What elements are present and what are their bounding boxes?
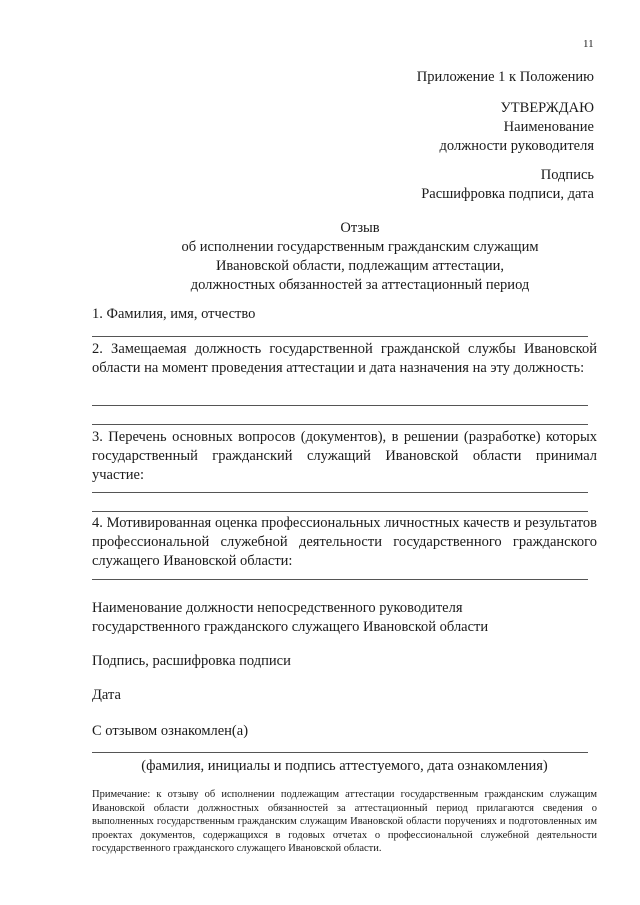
item-2-line-2: [92, 424, 588, 425]
approval-signature-block: [421, 166, 594, 204]
date-label: Дата: [92, 687, 121, 703]
item-1-line: [92, 336, 588, 337]
item-2-line-1: [92, 405, 588, 406]
footnote: Примечание: к отзыву об исполнении подлежащим аттестации государственным гражданским служащим Ивановской области должностных обязанностей за аттестационный период прилагаются сведения о выполненных государственным гражданским служащим Ивановской области поручениях и подготовленных им проектах документов, содержащихся в годовых отчетах о профессиональной служебной деятельности государственного гражданского служащего Ивановской области.: [92, 789, 597, 855]
item-1-label: 1. Фамилия, имя, отчество: [92, 306, 256, 322]
appendix-reference: Приложение 1 к Положению: [416, 69, 594, 85]
acquainted-line: [92, 752, 588, 753]
acquainted-caption: (фамилия, инициалы и подпись аттестуемого, дата ознакомления): [141, 758, 548, 774]
item-4-label: 4. Мотивированная оценка профессиональных личностных качеств и результатов профессиональной служебной деятельности государственного гражданского служащего Ивановской области:: [92, 515, 597, 569]
approval-title-line1: Наименование: [503, 119, 594, 135]
approval-decode: Расшифровка подписи, дата: [421, 186, 594, 202]
manager-title-block: [92, 599, 597, 637]
heading-line4: должностных обязанностей за аттестационный период: [190, 277, 530, 293]
manager-line2: государственного гражданского служащего Ивановской области: [92, 619, 489, 635]
item-3-line-1: [92, 492, 588, 493]
item-2-label: 2. Замещаемая должность государственной гражданской службы Ивановской области на момент проведения аттестации и дата назначения на эту должность:: [92, 341, 597, 376]
document-heading: [60, 219, 640, 295]
heading-line3: Ивановской области, подлежащим аттестации,: [215, 258, 505, 274]
manager-line1: Наименование должности непосредственного руководителя: [92, 600, 463, 616]
item-4-line: [92, 579, 588, 580]
approval-approve: УТВЕРЖДАЮ: [500, 100, 594, 116]
acquainted-label: С отзывом ознакомлен(а): [92, 723, 249, 739]
signature-decode: Подпись, расшифровка подписи: [92, 653, 291, 669]
approval-title-line2: должности руководителя: [439, 138, 594, 154]
approval-signature: Подпись: [540, 167, 594, 183]
heading-line1: Отзыв: [340, 220, 380, 236]
approval-block: [440, 99, 594, 156]
page-number: 11: [583, 38, 594, 50]
item-3-label: 3. Перечень основных вопросов (документов), в решении (разработке) которых государственный гражданский служащий Ивановской области принимал участие:: [92, 429, 597, 483]
item-3-line-2: [92, 511, 588, 512]
heading-line2: об исполнении государственным гражданским служащим: [181, 239, 539, 255]
